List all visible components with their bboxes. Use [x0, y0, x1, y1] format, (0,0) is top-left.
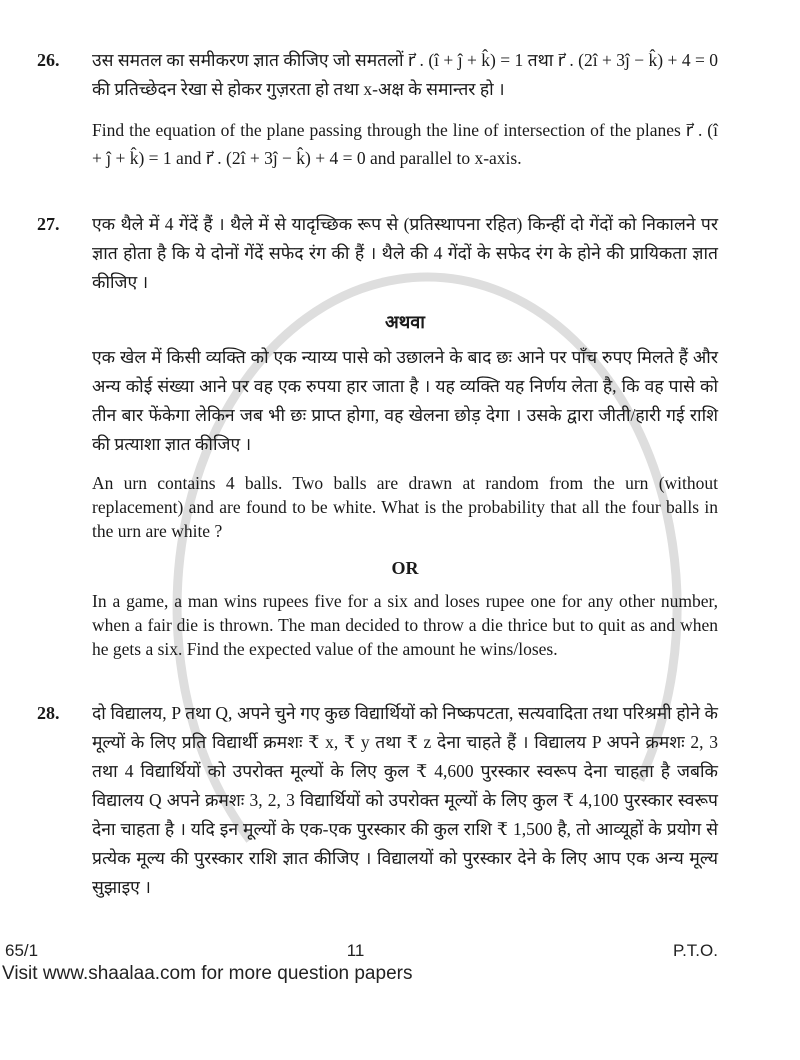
question-number: 28.	[37, 703, 60, 723]
question-number: 26.	[37, 50, 60, 70]
question-28	[0, 699, 800, 914]
paper-code: 65/1	[5, 941, 39, 960]
or-hindi-label: अथवा	[385, 312, 425, 332]
question-27-english: An urn contains 4 balls. Two balls are drawn at random from the urn (without replacement) and are found to be white. What is the probability that all the four balls in the urn are white ?	[92, 473, 718, 541]
question-27-hindi: एक थैले में 4 गेंदें हैं । थैले में से यादृच्छिक रूप से (प्रतिस्थापना रहित) किन्हीं दो गेंदों को निकालने पर ज्ञात होता है कि ये दोनों गेंदें सफेद रंग की हैं । थैले की 4 गेंदों के सफेद रंग के होने की प्रायिकता ज्ञात कीजिए ।	[92, 214, 718, 292]
question-27	[0, 210, 800, 673]
question-26-hindi: उस समतल का समीकरण ज्ञात कीजिए जो समतलों r⃗ . (î + ĵ + k̂) = 1 तथा r⃗ . (2î + 3ĵ − k̂) + 4 = 0 की प्रतिच्छेदन रेखा से होकर गुज़रता हो तथा x-अक्ष के समान्तर हो ।	[92, 50, 718, 99]
or-english-label: OR	[391, 558, 419, 578]
question-28-hindi: दो विद्यालय, P तथा Q, अपने चुने गए कुछ विद्यार्थियों को निष्कपटता, सत्यवादिता तथा परिश्रमी होने के मूल्यों के लिए प्रति विद्यार्थी क्रमशः ₹ x, ₹ y तथा ₹ z देना चाहते हैं । विद्यालय P अपने क्रमशः 2, 3 तथा 4 विद्यार्थियों को उपरोक्त मूल्यों के लिए कुल ₹ 4,600 पुरस्कार स्वरूप देना चाहता है जबकि विद्यालय Q अपने क्रमशः 3, 2, 3 विद्यार्थियों को उपरोक्त मूल्यों के लिए कुल ₹ 4,100 पुरस्कार स्वरूप देना चाहता है । यदि इन मूल्यों के एक-एक पुरस्कार की कुल राशि ₹ 1,500 है, तो आव्यूहों के प्रयोग से प्रत्येक मूल्य की पुरस्कार राशि ज्ञात कीजिए । विद्यालयों को पुरस्कार देने के लिए आप एक अन्य मूल्य सुझाइए ।	[92, 703, 718, 897]
footer	[0, 940, 800, 962]
question-26-english: Find the equation of the plane passing through the line of intersection of the planes r⃗ . (î + ĵ + k̂) = 1 and r⃗ . (2î + 3ĵ − k̂) + 4 = 0 and parallel to x-axis.	[92, 120, 718, 168]
question-26	[0, 46, 800, 184]
pto-label: P.T.O.	[672, 941, 718, 960]
question-27-english-alternative: In a game, a man wins rupees five for a six and loses rupee one for any other number, when a fair die is thrown. The man decided to throw a die thrice but to quit as and when he gets a six. Find the expected value of the amount he wins/loses.	[92, 591, 718, 659]
page-number: 11	[346, 941, 365, 960]
question-number: 27.	[37, 214, 60, 234]
question-27-hindi-alternative: एक खेल में किसी व्यक्ति को एक न्याय्य पासे को उछालने के बाद छः आने पर पाँच रुपए मिलते हैं और अन्य कोई संख्या आने पर वह एक रुपया हार जाता है । यह व्यक्ति यह निर्णय लेता है, कि वह पासे को तीन बार फेंकेगा लेकिन जब भी छः प्राप्त होगा, वह खेलना छोड़ देगा । उसके द्वारा जीती/हारी गई राशि की प्रत्याशा ज्ञात कीजिए ।	[92, 347, 718, 454]
visit-link[interactable]: Visit www.shaalaa.com for more question papers	[2, 963, 413, 984]
